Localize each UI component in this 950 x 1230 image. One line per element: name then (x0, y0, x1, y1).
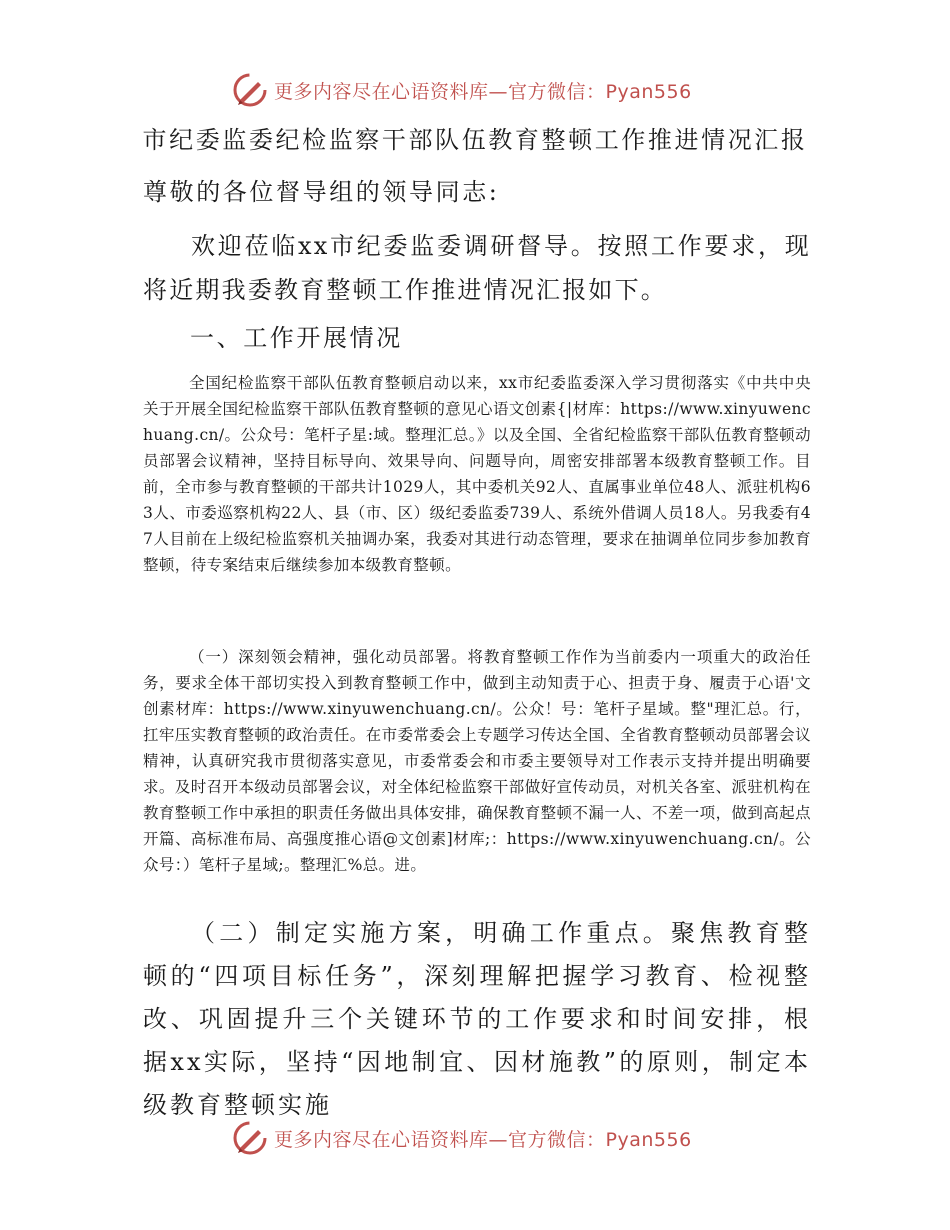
section-heading-1: 一、工作开展情况 (190, 324, 403, 352)
pen-logo-icon (232, 1120, 268, 1156)
document-title: 市纪委监委纪检监察干部队伍教育整顿工作推进情况汇报 (142, 126, 808, 154)
watermark-text: 更多内容尽在心语资料库—官方微信：Pyan556 (274, 1128, 692, 1151)
subsection1-paragraph: （一）深刻领会精神，强化动员部署。将教育整顿工作作为当前委内一项重大的政治任务，要求全体干部切实投入到教育整顿工作中，做到主动知责于心、担责于身、履责于心语'文创素材库：https://www.xinyuwenchuang.cn/。公众！号：笔杆子星域。整"理汇总。行，扛牢压实教育整顿的政治责任。在市委常委会上专题学习传达全国、全省教育整顿动员部署会议精神，认真研究我市贯彻落实意见，市委常委会和市委主要领导对工作表示支持并提出明确要求。及时召开本级动员部署会议，对全体纪检监察干部做好宣传动员，对机关各室、派驻机构在教育整顿工作中承担的职责任务做出具体安排，确保教育整顿不漏一人、不差一项，做到高起点开篇、高标准布局、高强度推心语@文创素]材库;：https://www.xinyuwenchuang.cn/。公众号：）笔杆子星域;。整理汇%总。进。 (143, 648, 811, 874)
watermark-banner-top (232, 70, 712, 110)
pen-logo-icon (232, 72, 268, 108)
salutation: 尊敬的各位督导组的领导同志: (143, 178, 500, 206)
subsection2-paragraph: （二）制定实施方案，明确工作重点。聚焦教育整顿的“四项目标任务”，深刻理解把握学习教育、检视整改、巩固提升三个关键环节的工作要求和时间安排，根据xx实际，坚持“因地制宜、因材施教”的原则，制定本级教育整顿实施 (143, 919, 811, 1119)
section1-paragraph: 全国纪检监察干部队伍教育整顿启动以来，xx市纪委监委深入学习贯彻落实《中共中央关于开展全国纪检监察干部队伍教育整顿的意见心语文创素{|材库：https://www.xinyuwenchuang.cn/。公众号：笔杆子星:域。整理汇总。》以及全国、全省纪检监察干部队伍教育整顿动员部署会议精神，坚持目标导向、效果导向、问题导向，周密安排部署本级教育整顿工作。目前，全市参与教育整顿的干部共计1029人，其中委机关92人、直属事业单位48人、派驻机构63人、市委巡察机构22人、县（市、区）级纪委监委739人、系统外借调人员18人。另我委有47人目前在上级纪检监察机关抽调办案，我委对其进行动态管理，要求在抽调单位同步参加教育整顿，待专案结束后继续参加本级教育整顿。 (143, 374, 811, 574)
intro-paragraph: 欢迎莅临xx市纪委监委调研督导。按照工作要求，现将近期我委教育整顿工作推进情况汇报如下。 (143, 232, 811, 304)
watermark-text: 更多内容尽在心语资料库—官方微信：Pyan556 (274, 80, 692, 103)
watermark-banner-bottom (232, 1118, 712, 1158)
